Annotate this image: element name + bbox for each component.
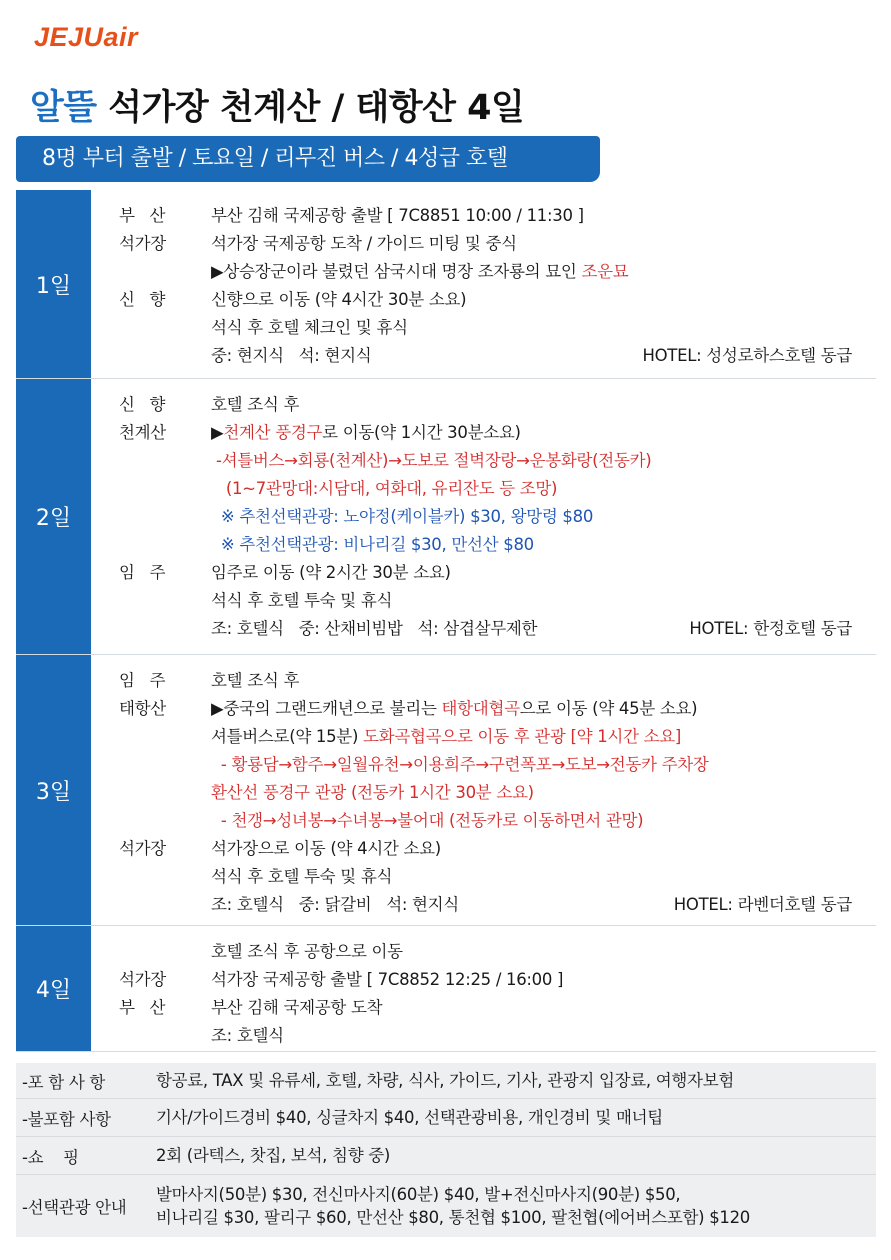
plain-text: 호텔 조식 후 공항으로 이동 xyxy=(211,942,403,961)
schedule-line xyxy=(91,613,876,641)
highlight-text: (1~7관망대:시담대, 여화대, 유리잔도 등 조망) xyxy=(211,479,558,498)
schedule-description xyxy=(211,938,876,962)
schedule-line xyxy=(91,389,876,417)
place-name: 임 주 xyxy=(119,563,166,582)
plain-text: 중: 현지식 석: 현지식 xyxy=(211,346,372,365)
schedule-description xyxy=(211,835,876,859)
day-row xyxy=(16,190,876,379)
schedule-line xyxy=(91,284,876,312)
schedule-description xyxy=(211,779,876,803)
info-value-line: 항공료, TAX 및 유류세, 호텔, 차량, 식사, 가이드, 기사, 관광지 입장료, 여행자보험 xyxy=(156,1071,734,1090)
info-value xyxy=(156,1069,876,1092)
schedule-text xyxy=(211,391,299,415)
plain-text: 조: 호텔식 xyxy=(211,1026,284,1045)
schedule-description xyxy=(211,258,876,282)
schedule-text xyxy=(211,807,643,831)
schedule-description xyxy=(211,342,876,366)
schedule-description xyxy=(211,419,876,443)
schedule-line xyxy=(91,200,876,228)
highlight-text: 천계산 풍경구 xyxy=(223,423,323,442)
place-name: 신 향 xyxy=(119,395,166,414)
schedule-text xyxy=(211,667,299,691)
highlight-text: 태항대협곡 xyxy=(441,699,520,718)
plain-text: ▶상승장군이라 불렸던 삼국시대 명장 조자룡의 묘인 xyxy=(211,262,582,281)
schedule-text xyxy=(211,587,392,611)
schedule-description xyxy=(211,230,876,254)
schedule-line xyxy=(91,312,876,340)
day-label: 1일 xyxy=(16,190,91,378)
info-value-line: 비나리길 $30, 팔리구 $60, 만선산 $80, 통천협 $100, 팔천협(에어버스포함) $120 xyxy=(156,1208,750,1227)
schedule-text xyxy=(211,559,451,583)
title-main: 석가장 천계산 / 태항산 4일 xyxy=(96,88,525,128)
schedule-text xyxy=(211,202,584,226)
schedule-line xyxy=(91,445,876,473)
highlight-text: 도화곡협곡으로 이동 후 관광 [약 1시간 소요] xyxy=(363,727,682,746)
schedule-description xyxy=(211,503,876,527)
hotel-info: HOTEL: 라벤더호텔 동급 xyxy=(673,895,852,914)
schedule-line xyxy=(91,256,876,284)
tour-info-table xyxy=(16,1063,876,1237)
schedule-line xyxy=(91,665,876,693)
schedule-line xyxy=(91,585,876,613)
hotel-info: HOTEL: 한정호텔 동급 xyxy=(689,619,852,638)
place-name: 신 향 xyxy=(119,290,166,309)
info-value-line: 발마사지(50분) $30, 전신마사지(60분) $40, 발+전신마사지(90분) $50, xyxy=(156,1185,681,1204)
day-row xyxy=(16,379,876,655)
schedule-description xyxy=(211,559,876,583)
schedule-line xyxy=(91,501,876,529)
schedule-description xyxy=(211,723,876,747)
schedule-description xyxy=(211,615,876,639)
schedule-text xyxy=(211,258,628,282)
schedule-line xyxy=(91,340,876,368)
schedule-text xyxy=(211,938,403,962)
place-name: 석가장 xyxy=(119,970,166,989)
plain-text: 신향으로 이동 (약 4시간 30분 소요) xyxy=(211,290,467,309)
hotel-info: HOTEL: 성성로하스호텔 동급 xyxy=(642,346,852,365)
highlight-text: 조운묘 xyxy=(581,262,629,281)
place-name: 석가장 xyxy=(119,234,166,253)
schedule-text xyxy=(211,695,697,719)
place-name: 석가장 xyxy=(119,839,166,858)
plain-text: 석식 후 호텔 투숙 및 휴식 xyxy=(211,867,393,886)
schedule-text xyxy=(211,751,709,775)
page-title xyxy=(30,80,524,130)
schedule-description xyxy=(211,314,876,338)
jejuair-logo: JEJUair xyxy=(34,22,139,52)
info-label: -선택관광 안내 xyxy=(22,1198,127,1217)
plain-text: 부산 김해 국제공항 도착 xyxy=(211,998,383,1017)
plain-text: 로 이동(약 1시간 30분소요) xyxy=(322,423,521,442)
schedule-description xyxy=(211,667,876,691)
schedule-description xyxy=(211,531,876,555)
highlight-text: -셔틀버스→회룡(천계산)→도보로 절벽장랑→운봉화랑(전동카) xyxy=(211,451,652,470)
info-label: -불포함 사항 xyxy=(22,1109,111,1129)
schedule-text xyxy=(211,286,466,310)
plain-text: 호텔 조식 후 xyxy=(211,395,300,414)
info-row xyxy=(16,1137,876,1175)
schedule-line xyxy=(91,777,876,805)
info-value-line: 2회 (라텍스, 찻집, 보석, 침향 중) xyxy=(156,1146,391,1165)
plain-text: ▶중국의 그랜드캐년으로 불리는 xyxy=(211,699,442,718)
schedule-line xyxy=(91,228,876,256)
schedule-description xyxy=(211,994,876,1018)
schedule-description xyxy=(211,695,876,719)
schedule-line xyxy=(91,529,876,557)
schedule-line xyxy=(91,721,876,749)
schedule-text xyxy=(211,503,593,527)
schedule-text xyxy=(211,475,557,499)
schedule-description xyxy=(211,807,876,831)
plain-text: 으로 이동 (약 45분 소요) xyxy=(519,699,698,718)
plain-text: 석가장 국제공항 도착 / 가이드 미팅 및 중식 xyxy=(211,234,517,253)
day-schedule xyxy=(91,655,876,925)
info-value-line: 기사/가이드경비 $40, 싱글차지 $40, 선택관광비용, 개인경비 및 매너팁 xyxy=(156,1108,663,1127)
place-name: 부 산 xyxy=(119,998,166,1017)
info-row xyxy=(16,1175,876,1237)
info-value xyxy=(156,1106,876,1129)
schedule-text xyxy=(211,863,392,887)
plain-text: ▶ xyxy=(211,423,224,442)
schedule-description xyxy=(211,286,876,310)
plain-text: 석가장 국제공항 출발 [ 7C8852 12:25 / 16:00 ] xyxy=(211,970,564,989)
schedule-line xyxy=(91,749,876,777)
day-row xyxy=(16,655,876,926)
plain-text: 석식 후 호텔 체크인 및 휴식 xyxy=(211,318,408,337)
schedule-text xyxy=(211,994,382,1018)
info-label: -포 함 사 항 xyxy=(22,1072,106,1092)
place-name: 임 주 xyxy=(119,671,166,690)
info-row xyxy=(16,1063,876,1099)
place-name: 태항산 xyxy=(119,699,166,718)
itinerary-table xyxy=(16,190,876,1052)
plain-text: 석식 후 호텔 투숙 및 휴식 xyxy=(211,591,393,610)
schedule-description xyxy=(211,391,876,415)
info-label: -쇼 핑 xyxy=(22,1147,79,1167)
schedule-text xyxy=(211,447,651,471)
schedule-line xyxy=(91,473,876,501)
schedule-text xyxy=(211,531,534,555)
plain-text: 조: 호텔식 중: 닭갈비 석: 현지식 xyxy=(211,895,459,914)
schedule-line xyxy=(91,1020,876,1048)
schedule-text xyxy=(211,419,521,443)
plain-text: 석가장으로 이동 (약 4시간 소요) xyxy=(211,839,441,858)
tour-conditions-bar: 8명 부터 출발 / 토요일 / 리무진 버스 / 4성급 호텔 xyxy=(16,136,600,182)
schedule-description xyxy=(211,966,876,990)
schedule-line xyxy=(91,417,876,445)
schedule-line xyxy=(91,833,876,861)
schedule-text xyxy=(211,342,371,366)
highlight-text: ※ 추천선택관광: 비나리길 $30, 만선산 $80 xyxy=(211,535,534,554)
schedule-text xyxy=(211,615,537,639)
plain-text: 부산 김해 국제공항 출발 [ 7C8851 10:00 / 11:30 ] xyxy=(211,206,584,225)
schedule-line xyxy=(91,889,876,917)
schedule-line xyxy=(91,936,876,964)
schedule-description xyxy=(211,202,876,226)
schedule-text xyxy=(211,966,563,990)
schedule-text xyxy=(211,835,441,859)
plain-text: 호텔 조식 후 xyxy=(211,671,300,690)
schedule-text xyxy=(211,314,408,338)
title-accent: 알뜰 xyxy=(30,88,97,128)
schedule-line xyxy=(91,861,876,889)
day-schedule xyxy=(91,379,876,654)
schedule-description xyxy=(211,447,876,471)
info-row xyxy=(16,1099,876,1137)
info-value xyxy=(156,1144,876,1167)
schedule-line xyxy=(91,992,876,1020)
highlight-text: 환산선 풍경구 관광 (전동카 1시간 30분 소요) xyxy=(211,783,534,802)
info-value xyxy=(156,1183,876,1229)
schedule-line xyxy=(91,805,876,833)
day-schedule xyxy=(91,190,876,378)
day-label: 2일 xyxy=(16,379,91,654)
schedule-text xyxy=(211,723,681,747)
highlight-text: - 황룡담→함주→일월유천→이용희주→구련폭포→도보→전동카 주차장 xyxy=(211,755,709,774)
schedule-line xyxy=(91,693,876,721)
schedule-text xyxy=(211,1022,284,1046)
place-name: 부 산 xyxy=(119,206,166,225)
schedule-description xyxy=(211,587,876,611)
highlight-text: - 천갱→성녀봉→수녀봉→불어대 (전동카로 이동하면서 관망) xyxy=(211,811,644,830)
schedule-description xyxy=(211,751,876,775)
schedule-line xyxy=(91,557,876,585)
schedule-text xyxy=(211,779,534,803)
day-label: 3일 xyxy=(16,655,91,925)
plain-text: 셔틀버스로(약 15분) xyxy=(211,727,364,746)
day-schedule xyxy=(91,926,876,1051)
day-label: 4일 xyxy=(16,926,91,1051)
day-row xyxy=(16,926,876,1052)
schedule-text xyxy=(211,230,517,254)
schedule-description xyxy=(211,1022,876,1046)
schedule-text xyxy=(211,891,459,915)
plain-text: 조: 호텔식 중: 산채비빔밥 석: 삼겹살무제한 xyxy=(211,619,538,638)
schedule-description xyxy=(211,863,876,887)
schedule-description xyxy=(211,891,876,915)
plain-text: 임주로 이동 (약 2시간 30분 소요) xyxy=(211,563,451,582)
schedule-line xyxy=(91,964,876,992)
schedule-description xyxy=(211,475,876,499)
highlight-text: ※ 추천선택관광: 노야정(케이블카) $30, 왕망령 $80 xyxy=(211,507,594,526)
place-name: 천계산 xyxy=(119,423,166,442)
